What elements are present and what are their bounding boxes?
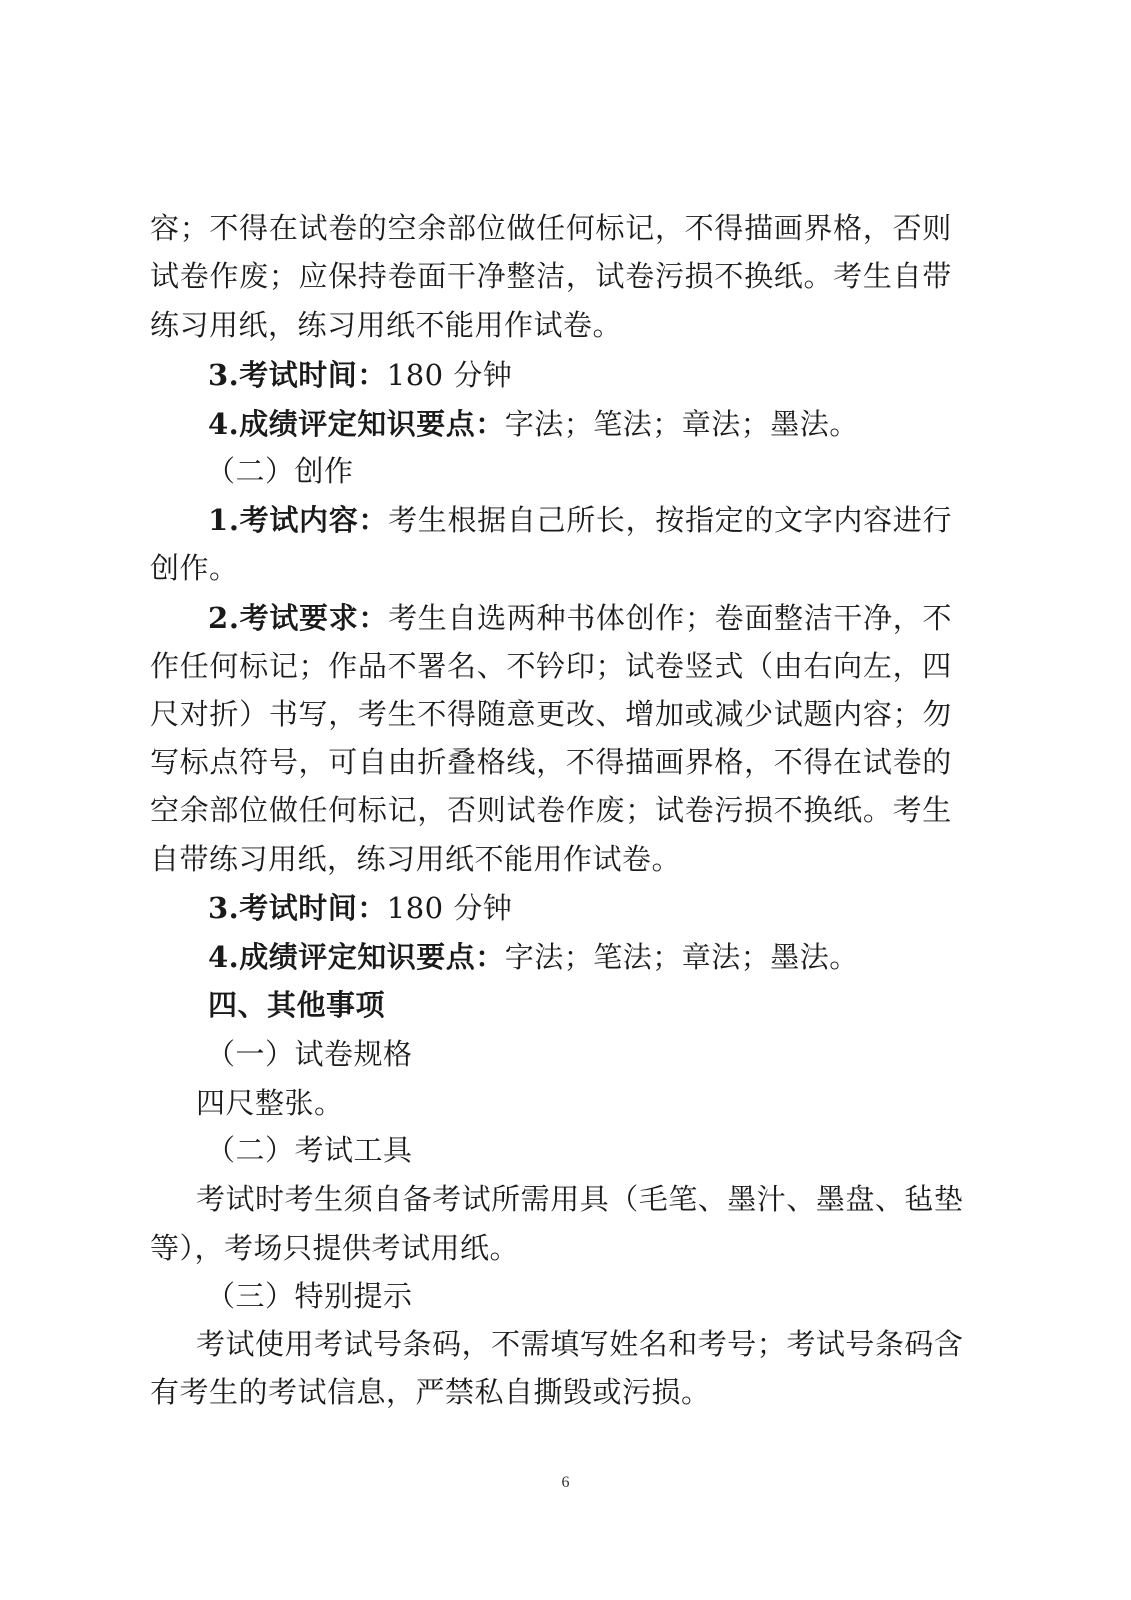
text-char: 号 <box>845 1327 875 1361</box>
text-char: 纸 <box>773 259 804 293</box>
text-char: 号 <box>727 1327 757 1361</box>
text-char: 界 <box>684 745 715 779</box>
text-char: ； <box>268 259 299 293</box>
text-char: ， <box>625 503 656 537</box>
text-char: 。 <box>803 259 833 293</box>
text-char: 试 <box>773 697 804 731</box>
text-char: 卷 <box>892 745 923 779</box>
text-line: 3.考试时间：180 分钟 <box>208 891 513 925</box>
text-char: 需 <box>520 1327 551 1361</box>
text-char: 不 <box>773 793 804 827</box>
label-char: 试 <box>269 503 299 537</box>
text-line <box>150 646 952 686</box>
text-char: 面 <box>417 259 447 293</box>
text-char: 盘 <box>845 1182 875 1216</box>
text-char: 试 <box>343 1327 374 1361</box>
text-char: 得 <box>447 697 477 731</box>
text-char: 式 <box>714 649 744 683</box>
text-char: 净 <box>476 259 507 293</box>
text-char: 少 <box>744 697 774 731</box>
text-char: 进 <box>892 503 923 537</box>
text-char: 任 <box>536 211 566 245</box>
text-char: 右 <box>803 649 833 683</box>
text-char: 试 <box>815 1327 846 1361</box>
text-char: 换 <box>803 793 833 827</box>
text-char: 己 <box>536 503 567 537</box>
text-char: 作 <box>150 649 180 683</box>
text-char: 自 <box>373 1182 403 1216</box>
text-char: 、 <box>697 1182 728 1216</box>
text-char: 换 <box>744 259 774 293</box>
text-char: 不 <box>387 649 418 683</box>
text-char: 自 <box>892 259 923 293</box>
text-line <box>196 1324 964 1364</box>
text-char: 纸 <box>833 793 863 827</box>
text-char: 任 <box>179 649 210 683</box>
text-char: ， <box>328 697 358 731</box>
text-char: 考 <box>432 1182 462 1216</box>
text-char: 可 <box>328 745 358 779</box>
text-char: 据 <box>477 503 507 537</box>
text-char: 试 <box>862 745 893 779</box>
text-char: 试 <box>625 649 655 683</box>
text-char: （ <box>744 649 774 683</box>
text-char: 污 <box>654 259 685 293</box>
text-line: 四尺整张。 <box>196 1086 344 1120</box>
text-char: ； <box>892 697 923 731</box>
text-line <box>150 694 952 734</box>
text-char: 不 <box>922 601 952 635</box>
text-char: 容 <box>150 211 180 245</box>
text-char: 改 <box>565 697 596 731</box>
text-char: 考 <box>786 1327 816 1361</box>
text-char: 勿 <box>922 697 952 731</box>
text-char: 须 <box>343 1182 374 1216</box>
text-char: 格 <box>476 745 507 779</box>
text-char: 含 <box>933 1327 964 1361</box>
text-char: 、 <box>874 1182 905 1216</box>
text-char: ， <box>565 259 596 293</box>
text-char: 更 <box>536 697 566 731</box>
text-char: 做 <box>506 211 536 245</box>
text-char: 或 <box>684 697 715 731</box>
text-char: 、 <box>476 649 507 683</box>
text-char: 减 <box>714 697 744 731</box>
text-char: 名 <box>638 1327 669 1361</box>
text-char: 对 <box>179 697 210 731</box>
text-char: 记 <box>268 649 299 683</box>
label-char: ： <box>358 601 388 635</box>
text-char: 卷 <box>387 259 418 293</box>
text-line: 等），考场只提供考试用纸。 <box>150 1231 520 1265</box>
text-char: 折 <box>209 697 239 731</box>
text-char: 生 <box>314 1182 344 1216</box>
text-char: 具 <box>579 1182 610 1216</box>
section-subheading: （二）考试工具 <box>206 1133 413 1167</box>
label-char: . <box>228 503 240 537</box>
text-char: 内 <box>833 697 863 731</box>
text-char: 所 <box>491 1182 521 1216</box>
text-char: 按 <box>655 503 685 537</box>
text-char: 用 <box>550 1182 580 1216</box>
text-char: 标 <box>357 793 388 827</box>
text-char: 任 <box>298 793 329 827</box>
text-char: 内 <box>833 503 863 537</box>
text-char: 试 <box>595 259 626 293</box>
text-char: 应 <box>298 259 329 293</box>
text-char: 码 <box>904 1327 934 1361</box>
text-char: 题 <box>803 697 833 731</box>
text-char: 卷 <box>654 649 685 683</box>
label-char: . <box>228 601 240 635</box>
text-char: 意 <box>506 697 536 731</box>
text-char: 自 <box>357 745 388 779</box>
text-char: 叠 <box>447 745 477 779</box>
text-char: 否 <box>892 211 923 245</box>
text-char: 位 <box>239 793 269 827</box>
text-char: 卷 <box>684 793 715 827</box>
text-char: 试 <box>150 259 180 293</box>
text-char: 格 <box>833 211 863 245</box>
text-char: 考 <box>196 1182 226 1216</box>
text-char: 在 <box>268 211 299 245</box>
text-char: 尺 <box>150 697 180 731</box>
text-char: ， <box>892 649 923 683</box>
text-char: 。 <box>862 793 893 827</box>
label-char: ： <box>358 503 388 537</box>
text-char: 标 <box>179 745 210 779</box>
text-char: 毛 <box>638 1182 669 1216</box>
text-char: 废 <box>595 793 626 827</box>
text-char: 容 <box>862 697 893 731</box>
text-char: 、 <box>595 697 626 731</box>
text-char: 考 <box>388 601 418 635</box>
text-char: 左 <box>862 649 893 683</box>
text-char: 写 <box>150 745 180 779</box>
text-char: 何 <box>565 211 596 245</box>
text-char: 生 <box>387 697 418 731</box>
text-char: ， <box>298 745 329 779</box>
text-char: 卷 <box>328 211 358 245</box>
text-char: 向 <box>833 649 863 683</box>
text-char: 试 <box>506 793 536 827</box>
section-subheading: （一）试卷规格 <box>206 1037 413 1071</box>
text-line: 练习用纸，练习用纸不能用作试卷。 <box>150 308 623 342</box>
text-char: 不 <box>565 745 596 779</box>
text-char: 洁 <box>536 259 566 293</box>
text-char: 考 <box>833 259 863 293</box>
text-char: 画 <box>773 211 804 245</box>
text-char: 描 <box>625 745 655 779</box>
text-char: 的 <box>357 211 388 245</box>
text-char: 和 <box>668 1327 698 1361</box>
text-char: 面 <box>744 601 774 635</box>
text-char: ； <box>625 793 655 827</box>
text-char: 增 <box>625 697 655 731</box>
text-char: 考 <box>388 503 418 537</box>
text-char: 描 <box>744 211 774 245</box>
text-char: ， <box>654 211 685 245</box>
text-char: 带 <box>922 259 952 293</box>
text-char: 号 <box>268 745 299 779</box>
text-line <box>208 598 952 638</box>
text-char: 卷 <box>536 793 566 827</box>
text-char: 得 <box>239 211 269 245</box>
text-char: 部 <box>209 793 239 827</box>
text-char: 长 <box>595 503 626 537</box>
text-char: 书 <box>566 601 596 635</box>
text-char: 干 <box>447 259 477 293</box>
text-char: 容 <box>863 503 893 537</box>
text-char: ， <box>862 211 893 245</box>
label-char: 内 <box>299 503 329 537</box>
text-char: 考 <box>196 1327 226 1361</box>
label-char: 考 <box>239 503 270 537</box>
text-char: 生 <box>417 601 448 635</box>
text-char: 行 <box>922 503 952 537</box>
text-char: 的 <box>744 503 774 537</box>
text-char: ， <box>417 793 447 827</box>
text-char: 试 <box>225 1327 256 1361</box>
text-char: 记 <box>625 211 655 245</box>
text-char: 所 <box>566 503 596 537</box>
label-char: 容 <box>328 503 359 537</box>
text-char: 写 <box>298 697 329 731</box>
text-char: 得 <box>714 211 744 245</box>
text-char: ； <box>595 649 626 683</box>
text-char: 洁 <box>803 601 834 635</box>
text-char: ） <box>239 697 269 731</box>
text-line <box>196 1179 964 1219</box>
text-char: 则 <box>476 793 507 827</box>
text-char: 指 <box>684 503 715 537</box>
text-char: 整 <box>506 259 536 293</box>
text-line: 创作。 <box>150 551 239 585</box>
text-char: 空 <box>150 793 180 827</box>
section-heading: 四、其他事项 <box>208 988 386 1022</box>
text-char: 由 <box>773 649 804 683</box>
text-char: 写 <box>579 1327 610 1361</box>
text-char: ， <box>892 601 923 635</box>
text-char: 格 <box>714 745 744 779</box>
text-char: 墨 <box>727 1182 757 1216</box>
text-char: 不 <box>773 745 804 779</box>
text-line: 3.考试时间：180 分钟 <box>208 358 513 392</box>
text-char: 在 <box>833 745 863 779</box>
label-char: 求 <box>328 601 359 635</box>
text-char: 线 <box>506 745 536 779</box>
text-char: 笔 <box>668 1182 698 1216</box>
text-char: 汁 <box>756 1182 787 1216</box>
text-char: 画 <box>654 745 685 779</box>
text-char: 垫 <box>933 1182 964 1216</box>
text-char: 界 <box>803 211 833 245</box>
text-char: 作 <box>655 601 685 635</box>
text-char: 考 <box>314 1327 344 1361</box>
text-char: 名 <box>447 649 477 683</box>
text-char: 记 <box>387 793 418 827</box>
text-char: 试 <box>654 793 685 827</box>
text-char: 填 <box>550 1327 580 1361</box>
text-char: 需 <box>520 1182 551 1216</box>
text-char: 选 <box>477 601 507 635</box>
text-char: 字 <box>803 503 834 537</box>
text-char: 持 <box>357 259 388 293</box>
text-char: 四 <box>922 649 952 683</box>
text-char: 姓 <box>609 1327 639 1361</box>
text-line <box>150 256 952 296</box>
section-subheading: （二）创作 <box>206 454 354 488</box>
text-line: 有考生的考试信息，严禁私自撕毁或污损。 <box>150 1375 711 1409</box>
label-char: 1 <box>208 503 229 537</box>
text-char: 钤 <box>536 649 566 683</box>
text-char: 作 <box>209 259 239 293</box>
text-char: 点 <box>209 745 239 779</box>
text-char: 否 <box>447 793 477 827</box>
text-char: 竖 <box>684 649 715 683</box>
text-char: 加 <box>654 697 685 731</box>
text-char: 条 <box>874 1327 905 1361</box>
text-char: 印 <box>565 649 596 683</box>
text-char: 随 <box>476 697 507 731</box>
text-line <box>150 790 952 830</box>
text-char: ； <box>298 649 329 683</box>
text-char: 考 <box>892 793 923 827</box>
text-char: 干 <box>833 601 863 635</box>
text-char: 部 <box>447 211 477 245</box>
text-char: 文 <box>774 503 804 537</box>
text-char: 种 <box>536 601 567 635</box>
text-char: 生 <box>862 259 893 293</box>
text-char: 号 <box>373 1327 403 1361</box>
text-char: 何 <box>209 649 239 683</box>
text-line <box>150 208 952 248</box>
text-char: 不 <box>684 211 715 245</box>
text-char: 得 <box>803 745 833 779</box>
text-char: 备 <box>402 1182 433 1216</box>
text-char: 标 <box>239 649 269 683</box>
text-line: 自带练习用纸，练习用纸不能用作试卷。 <box>150 842 682 876</box>
text-char: 试 <box>225 1182 256 1216</box>
text-line: 4.成绩评定知识要点：字法；笔法；章法；墨法。 <box>208 940 859 974</box>
text-char: 自 <box>447 601 477 635</box>
page-number: 6 <box>561 1474 570 1491</box>
text-char: 考 <box>697 1327 728 1361</box>
text-char: 自 <box>506 503 537 537</box>
text-line <box>150 742 952 782</box>
text-char: 保 <box>328 259 358 293</box>
text-char: 不 <box>209 211 239 245</box>
text-char: 生 <box>417 503 448 537</box>
text-line <box>208 500 952 540</box>
text-char: 使 <box>255 1327 285 1361</box>
text-char: 位 <box>476 211 507 245</box>
label-char: 试 <box>269 601 299 635</box>
text-char: 码 <box>432 1327 462 1361</box>
text-char: 两 <box>506 601 537 635</box>
text-char: 卷 <box>714 601 745 635</box>
text-char: 不 <box>506 649 536 683</box>
text-char: ， <box>744 745 774 779</box>
text-char: 墨 <box>815 1182 846 1216</box>
text-char: 得 <box>595 745 626 779</box>
text-char: 的 <box>922 745 952 779</box>
text-char: 考 <box>284 1182 315 1216</box>
text-char: 整 <box>774 601 804 635</box>
text-char: 何 <box>328 793 358 827</box>
text-char: 署 <box>417 649 447 683</box>
text-line: 4.成绩评定知识要点：字法；笔法；章法；墨法。 <box>208 407 859 441</box>
text-char: 净 <box>863 601 893 635</box>
text-char: 根 <box>447 503 477 537</box>
text-char: 体 <box>595 601 626 635</box>
label-char: 要 <box>299 601 329 635</box>
text-char: 符 <box>239 745 269 779</box>
text-char: ， <box>536 745 566 779</box>
text-char: 损 <box>684 259 715 293</box>
text-char: 时 <box>255 1182 285 1216</box>
text-char: 不 <box>714 259 744 293</box>
text-char: （ <box>609 1182 639 1216</box>
text-char: 则 <box>922 211 952 245</box>
text-char: 不 <box>417 697 447 731</box>
text-char: 考 <box>357 697 388 731</box>
text-char: ； <box>756 1327 787 1361</box>
label-char: 2 <box>208 601 229 635</box>
text-char: 做 <box>268 793 299 827</box>
label-char: 考 <box>239 601 270 635</box>
text-char: 污 <box>714 793 744 827</box>
text-char: 试 <box>298 211 329 245</box>
section-subheading: （三）特别提示 <box>206 1279 413 1313</box>
text-char: 条 <box>402 1327 433 1361</box>
text-char: 创 <box>625 601 656 635</box>
text-char: 损 <box>744 793 774 827</box>
text-char: ； <box>179 211 210 245</box>
text-char: 用 <box>284 1327 315 1361</box>
text-char: 品 <box>357 649 388 683</box>
text-char: 、 <box>786 1182 816 1216</box>
text-char: 生 <box>922 793 952 827</box>
text-char: ， <box>461 1327 492 1361</box>
text-char: 试 <box>461 1182 492 1216</box>
text-char: 余 <box>417 211 447 245</box>
text-char: 卷 <box>179 259 210 293</box>
text-char: 不 <box>491 1327 521 1361</box>
text-char: ； <box>684 601 715 635</box>
text-char: 定 <box>714 503 745 537</box>
text-char: 书 <box>268 697 299 731</box>
text-char: 卷 <box>625 259 655 293</box>
text-char: 废 <box>239 259 269 293</box>
text-char: 折 <box>417 745 447 779</box>
text-char: 作 <box>328 649 358 683</box>
text-char: 空 <box>387 211 418 245</box>
text-char: 由 <box>387 745 418 779</box>
text-char: 标 <box>595 211 626 245</box>
text-char: 作 <box>565 793 596 827</box>
text-char: 余 <box>179 793 210 827</box>
text-char: 毡 <box>904 1182 934 1216</box>
